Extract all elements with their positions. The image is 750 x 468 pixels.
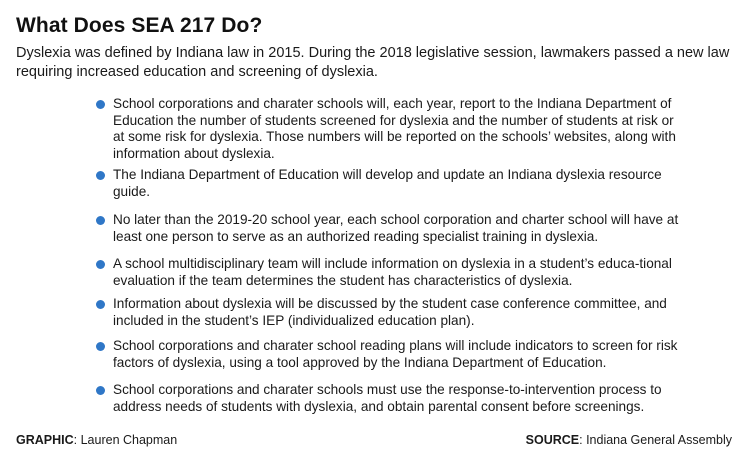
graphic-credit-value: : Lauren Chapman (73, 433, 178, 447)
page-subtitle: Dyslexia was defined by Indiana law in 2015. During the 2018 legislative session, lawmakers passed a new law requiring increased education and screening of dyslexia. (16, 45, 730, 80)
bullet-text: School corporations and charater schools must use the response-to-intervention process to address needs of students with dyslexia, and obtain parental consent before screenings. (113, 382, 662, 414)
bullet-item (96, 256, 686, 289)
bullet-text: Information about dyslexia will be discussed by the student case conference committee, and included in the student’s IEP (individualized education plan). (113, 296, 667, 328)
bullet-item (96, 338, 686, 371)
bullet-dot-icon (96, 100, 105, 109)
bullet-item (96, 96, 686, 162)
bullet-text: School corporations and charater schools will, each year, report to the Indiana Department of Education the number of students screened for dyslexia and the number of students at risk or at some risk for dyslexia. Those numbers will be reported on the schools’ websites, along with information about dyslexia. (113, 96, 676, 161)
bullet-dot-icon (96, 386, 105, 395)
source-credit-value: : Indiana General Assembly (579, 433, 732, 447)
page-title: What Does SEA 217 Do? (16, 14, 263, 37)
bullet-item (96, 167, 686, 200)
bullet-text: No later than the 2019-20 school year, each school corporation and charter school will have at least one person to serve as an authorized reading specialist training in dyslexia. (113, 212, 679, 244)
bullet-text: The Indiana Department of Education will develop and update an Indiana dyslexia resource guide. (113, 167, 662, 199)
bullet-dot-icon (96, 342, 105, 351)
bullet-dot-icon (96, 216, 105, 225)
bullet-dot-icon (96, 171, 105, 180)
bullet-item (96, 212, 686, 245)
graphic-credit (16, 433, 177, 447)
source-credit-label: SOURCE (525, 433, 580, 447)
bullet-item (96, 296, 686, 329)
bullet-dot-icon (96, 300, 105, 309)
bullet-text: School corporations and charater school reading plans will include indicators to screen for risk factors of dyslexia, using a tool approved by the Indiana Department of Education. (113, 338, 678, 370)
bullet-text: A school multidisciplinary team will include information on dyslexia in a student’s educa-tional evaluation if the team determines the student has characteristics of dyslexia. (113, 256, 672, 288)
source-credit (526, 433, 732, 447)
bullet-item (96, 382, 686, 415)
bullet-dot-icon (96, 260, 105, 269)
graphic-credit-label: GRAPHIC (16, 433, 74, 447)
